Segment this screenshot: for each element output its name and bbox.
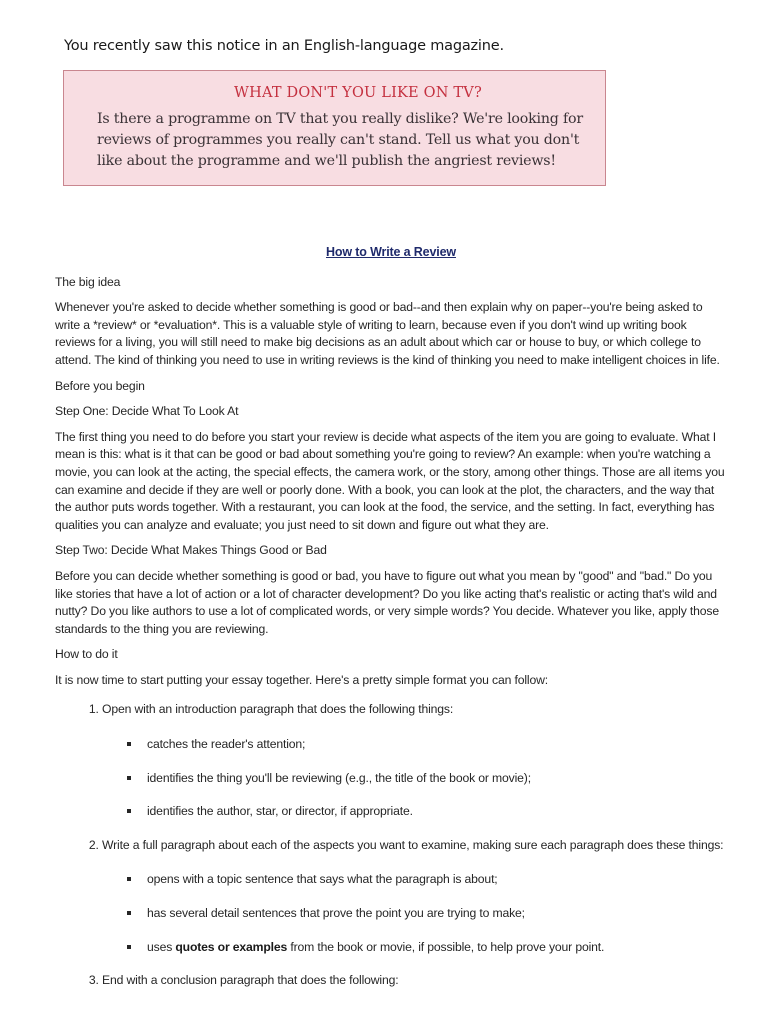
list-item xyxy=(102,701,727,820)
step-one-paragraph: The first thing you need to do before you start your review is decide what aspects of the item you are going to evaluate. What I mean is this: what is it that can be good or bad about something you're going to review? An example: when you're watching a movie, you can look at the acting, the special effects, the camera work, or the story, among other things. Those are all items you can examine and decide if they are well or poorly done. With a book, you can look at the plot, the characters, and the way that the author puts words together. With a restaurant, you can look at the food, the service, and the setting. In fact, everything has qualities you can analyze and evaluate; you just need to sit down and figure out what they are. xyxy=(55,429,725,532)
big-idea-paragraph: Whenever you're asked to decide whether something is good or bad--and then explain why on paper--you're being asked to write a *review* or *evaluation*. This is a valuable style of writing to learn, because even if you don't wind up writing book reviews for a living, you will still need to make big decisions as an adult about which car or house to buy, or which college to attend. The kind of thinking you need to use in writing reviews is the kind of thinking you need to make intelligent choices in life. xyxy=(55,300,720,367)
sub-list-item: catches the reader's attention; xyxy=(127,736,727,754)
magazine-intro-text: You recently saw this notice in an English-language magazine. xyxy=(64,38,504,54)
sub-list-item: identifies the thing you'll be reviewing (e.g., the title of the book or movie); xyxy=(127,770,727,788)
step-two-paragraph: Before you can decide whether something is good or bad, you have to figure out what you mean by "good" and "bad." Do you like stories that have a lot of action or a lot of character development? Do you like acting that's realistic or acting that's wild and nutty? Do you like authors to use a lot of complicated words, or very simple words? You decide. Whatever you like, apply those standards to the thing you are reviewing. xyxy=(55,568,719,636)
notice-body: Is there a programme on TV that you really dislike? We're looking for reviews of programmes you really can't stand. Tell us what you don't like about the programme and we'll publish the angriest reviews! xyxy=(97,111,583,169)
list-item-text: Open with an introduction paragraph that does the following things: xyxy=(102,702,454,717)
before-you-begin-heading: Before you begin xyxy=(55,378,145,393)
notice-title: WHAT DON'T YOU LIKE ON TV? xyxy=(234,85,482,101)
sub-item-text-after: from the book or movie, if possible, to help prove your point. xyxy=(287,939,605,954)
step-two-heading: Step Two: Decide What Makes Things Good or Bad xyxy=(55,543,327,558)
sub-list-item: identifies the author, star, or director, if appropriate. xyxy=(127,803,727,821)
big-idea-heading: The big idea xyxy=(55,274,121,289)
magazine-notice-box xyxy=(63,70,606,186)
document-title[interactable]: How to Write a Review xyxy=(326,245,456,259)
how-to-do-it-heading: How to do it xyxy=(55,647,118,662)
step-one-heading: Step One: Decide What To Look At xyxy=(55,404,239,419)
sub-list-item: opens with a topic sentence that says what the paragraph is about; xyxy=(127,871,727,889)
sub-item-bold-text: quotes or examples xyxy=(175,939,288,954)
how-to-do-it-paragraph: It is now time to start putting your essay together. Here's a pretty simple format you can follow: xyxy=(55,672,548,687)
sub-list-item: has several detail sentences that prove the point you are trying to make; xyxy=(127,905,727,923)
sub-item-text-before: uses xyxy=(147,939,176,954)
list-item-text: Write a full paragraph about each of the aspects you want to examine, making sure each paragraph does these things: xyxy=(102,837,724,852)
list-item xyxy=(102,972,727,990)
sub-list xyxy=(102,736,727,821)
review-guide-document xyxy=(55,244,727,1005)
format-steps-list xyxy=(55,701,727,989)
list-item xyxy=(102,837,727,956)
sub-list xyxy=(102,871,727,956)
list-item-text: End with a conclusion paragraph that does the following: xyxy=(102,973,399,988)
sub-list-item xyxy=(127,939,727,957)
